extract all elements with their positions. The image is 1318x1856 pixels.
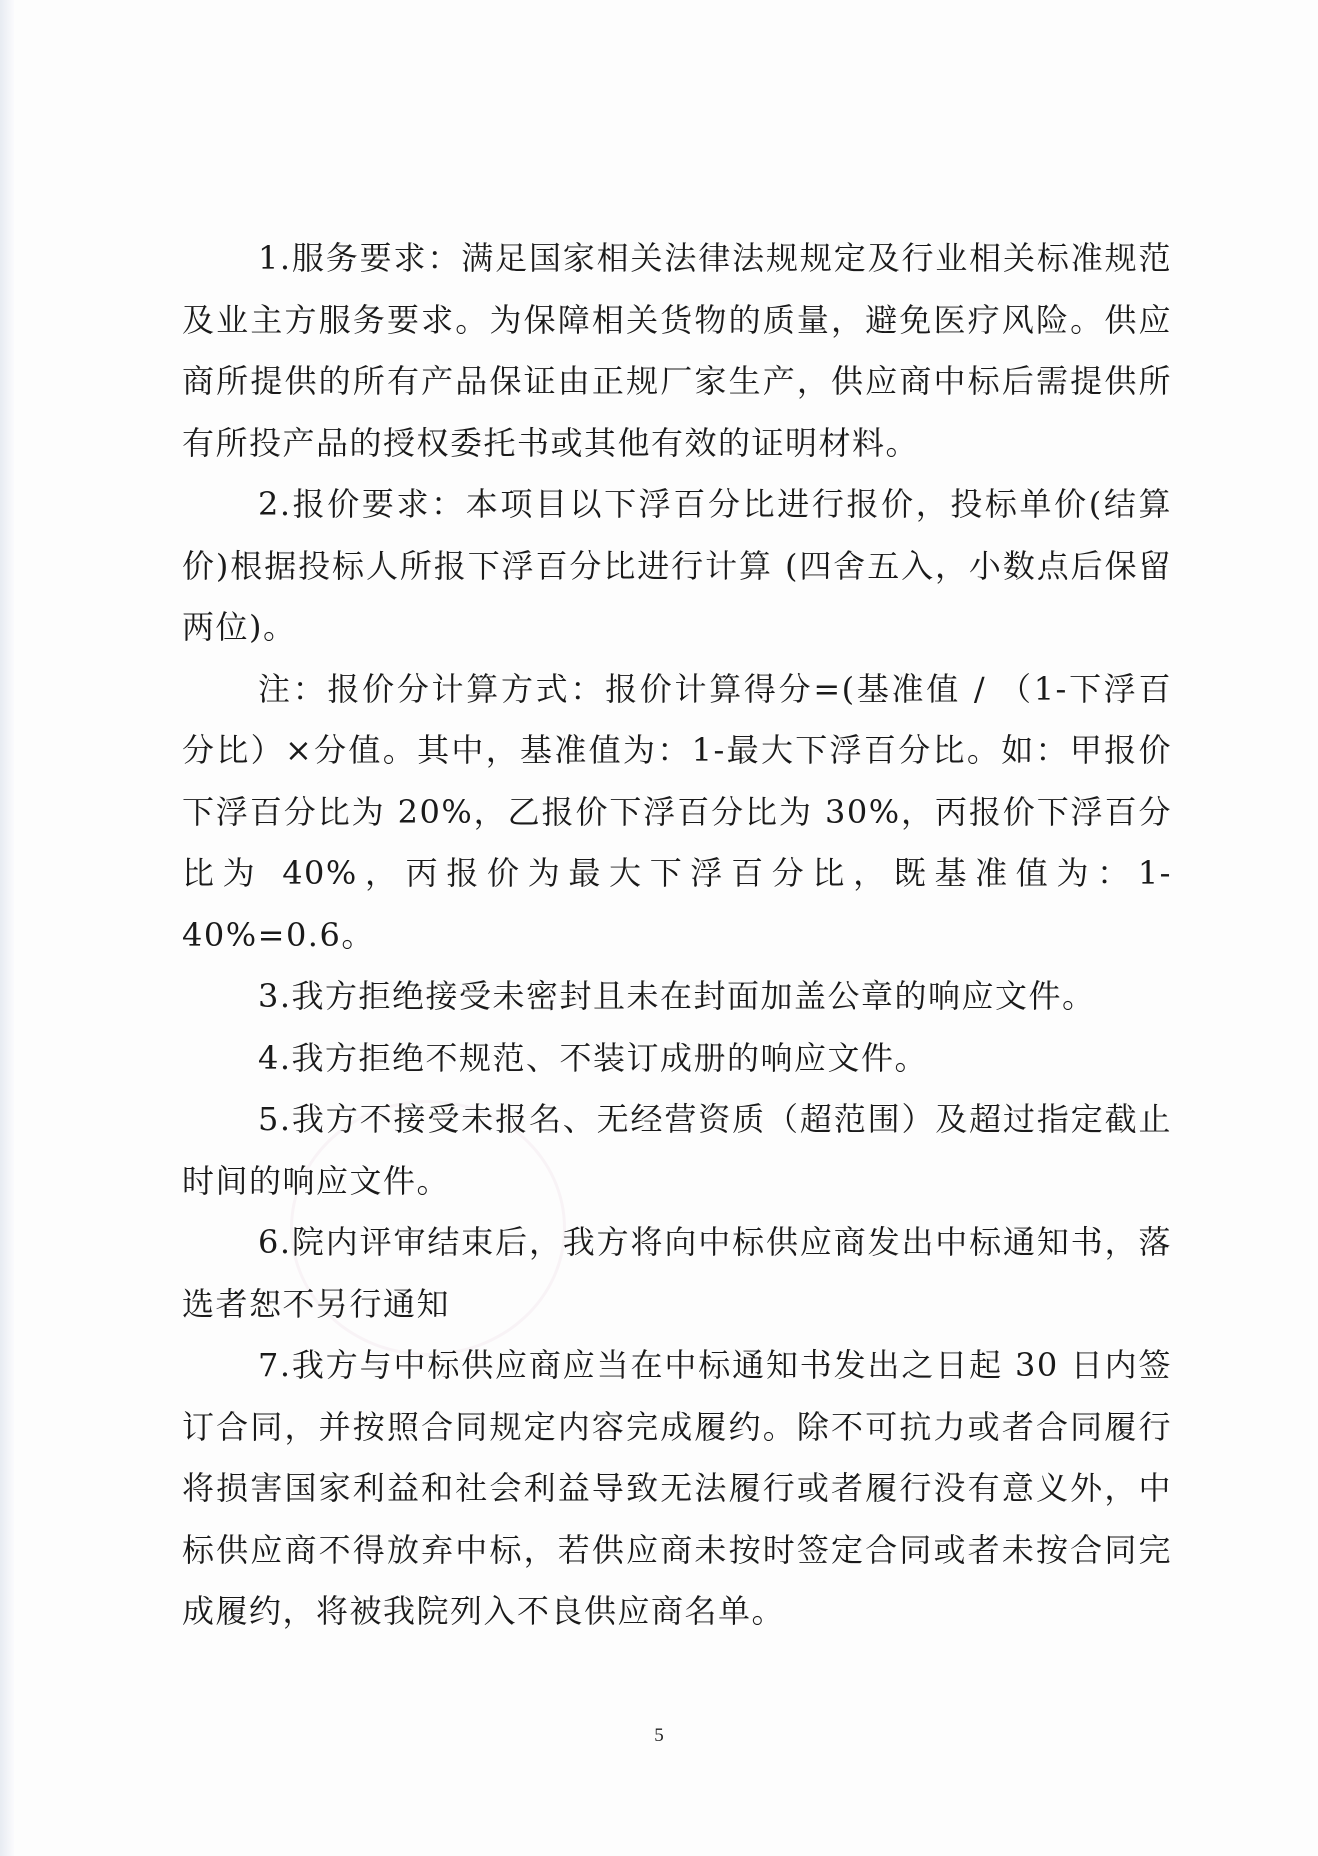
paragraph-sealed-documents: 3.我方拒绝接受未密封且未在封面加盖公章的响应文件。 (258, 977, 1096, 1015)
paragraph-registration-deadline: 5.我方不接受未报名、无经营资质（超范围）及超过指定截止时间的响应文件。 (182, 1100, 1172, 1200)
paragraph-award-notice: 6.院内评审结束后，我方将向中标供应商发出中标通知书，落选者恕不另行通知 (182, 1223, 1172, 1323)
paragraph-quotation-requirements: 2.报价要求：本项目以下浮百分比进行报价，投标单价(结算价)根据投标人所报下浮百分比进行计算 (四舍五入，小数点后保留两位)。 (182, 485, 1172, 646)
paragraph-scoring-note: 注：报价分计算方式：报价计算得分=(基准值 / （1-下浮百分比）×分值。其中，基准值为：1-最大下浮百分比。如：甲报价下浮百分比为 20%，乙报价下浮百分比为 30%，丙报价下浮百分比为 40%，丙报价为最大下浮百分比，既基准值为：1-40%=0.6。 (182, 669, 1172, 954)
paragraph-contract-signing: 7.我方与中标供应商应当在中标通知书发出之日起 30 日内签订合同，并按照合同规定内容完成履约。除不可抗力或者合同履行将损害国家利益和社会利益导致无法履行或者履行没有意义外，中标供应商不得放弃中标，若供应商未按时签定合同或者未按合同完成履约，将被我院列入不良供应商名单。 (182, 1346, 1172, 1630)
page-number: 5 (654, 1725, 664, 1746)
scan-edge (0, 0, 14, 1856)
paragraph-service-requirements: 1.服务要求：满足国家相关法律法规规定及行业相关标准规范及业主方服务要求。为保障相关货物的质量，避免医疗风险。供应商所提供的所有产品保证由正规厂家生产，供应商中标后需提供所有所投产品的授权委托书或其他有效的证明材料。 (182, 239, 1172, 462)
document-body (182, 228, 1172, 1643)
paragraph-bound-documents: 4.我方拒绝不规范、不装订成册的响应文件。 (258, 1038, 929, 1077)
